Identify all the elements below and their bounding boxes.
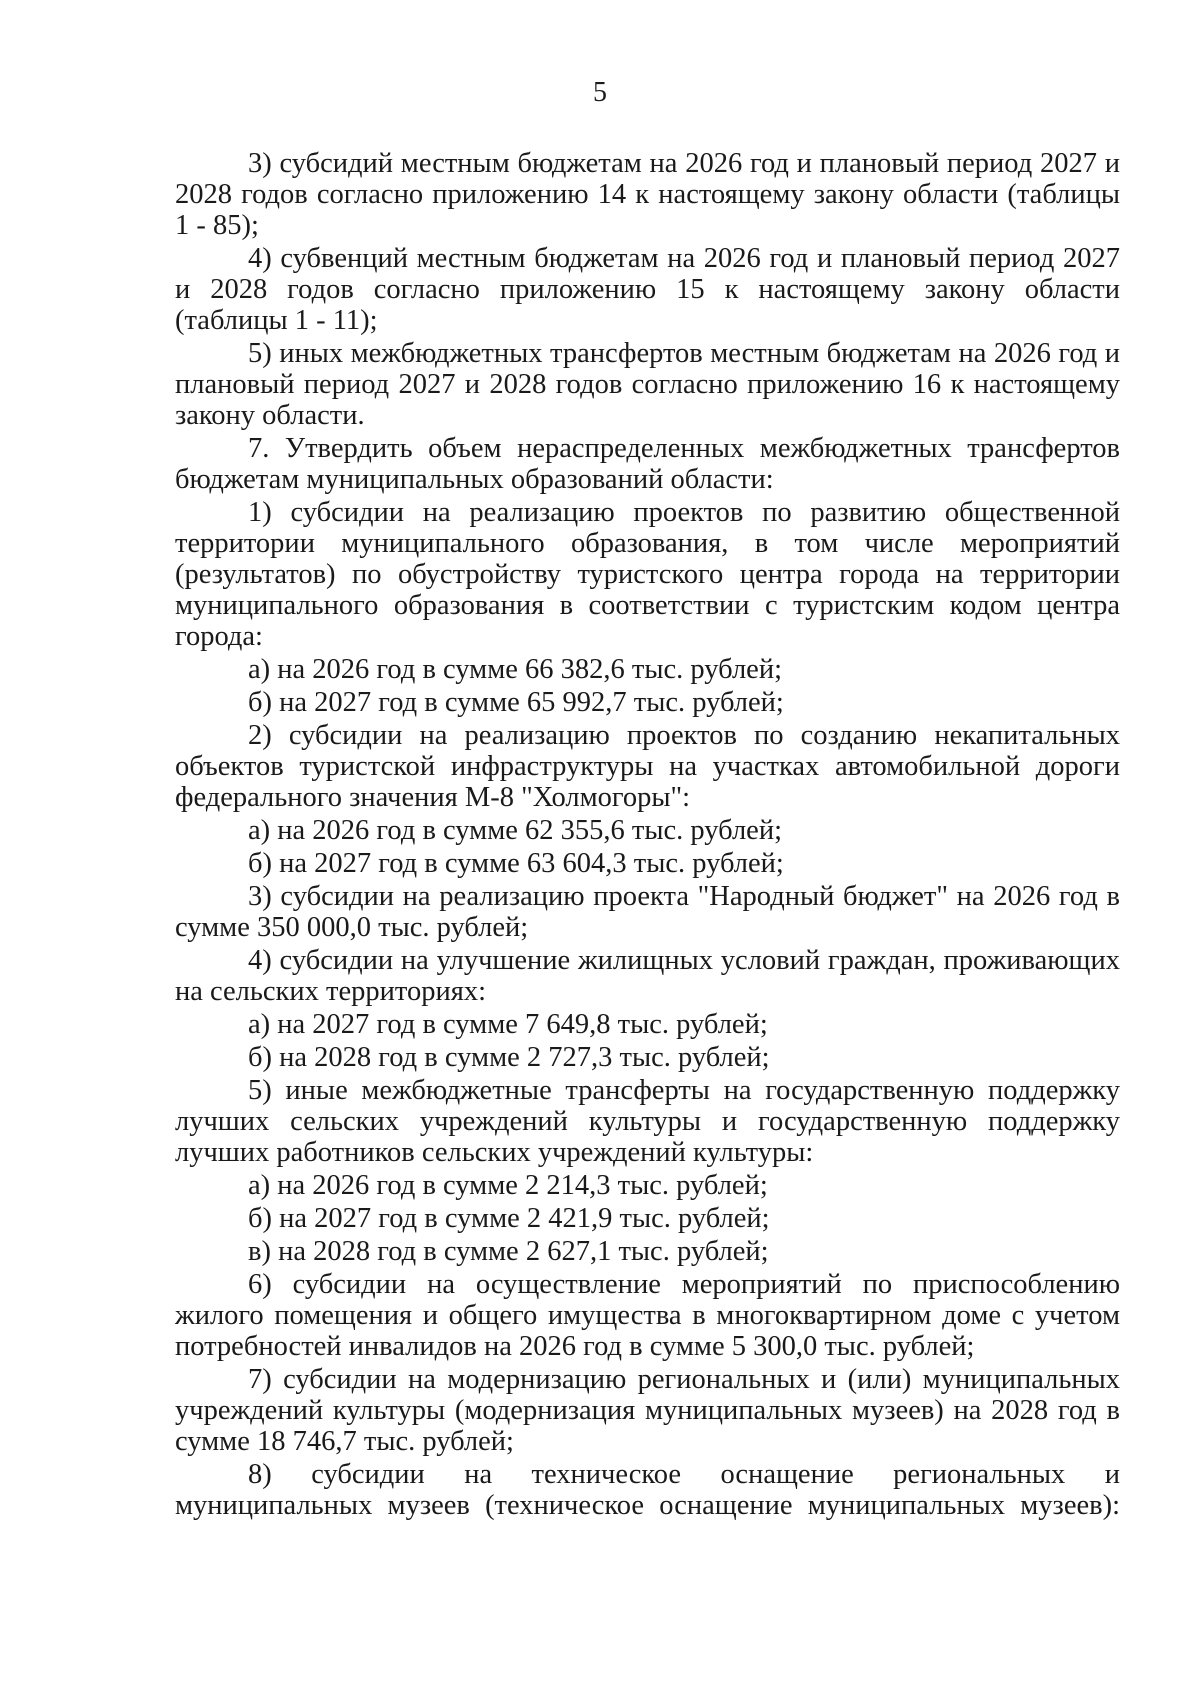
- paragraph-subsidy-museum-equipment: 8) субсидии на техническое оснащение региональных и муниципальных музеев (техническое оснащение муниципальных музеев):: [175, 1459, 1120, 1521]
- list-item-amount: а) на 2026 год в сумме 62 355,6 тыс. рублей;: [248, 815, 782, 846]
- paragraph-subsidy-peoples-budget: 3) субсидии на реализацию проекта "Народный бюджет" на 2026 год в сумме 350 000,0 тыс. рублей;: [175, 881, 1120, 943]
- paragraph-other-transfers-appendix-16: 5) иных межбюджетных трансфертов местным бюджетам на 2026 год и плановый период 2027 и 2028 годов согласно приложению 16 к настоящему закону области.: [175, 338, 1120, 431]
- page-number: 5: [593, 77, 607, 108]
- list-item-amount: а) на 2026 год в сумме 66 382,6 тыс. рублей;: [248, 654, 782, 685]
- list-item-amount: б) на 2028 год в сумме 2 727,3 тыс. рублей;: [248, 1042, 770, 1073]
- paragraph-subsidy-museum-modernization: 7) субсидии на модернизацию региональных и (или) муниципальных учреждений культуры (модернизация муниципальных музеев) на 2028 год в сумме 18 746,7 тыс. рублей;: [175, 1364, 1120, 1457]
- list-item-amount: а) на 2026 год в сумме 2 214,3 тыс. рублей;: [248, 1170, 768, 1201]
- list-item-amount: б) на 2027 год в сумме 65 992,7 тыс. рублей;: [248, 687, 784, 718]
- document-body: [175, 148, 1120, 1521]
- list-item-amount: б) на 2027 год в сумме 63 604,3 тыс. рублей;: [248, 848, 784, 879]
- list-item-amount: а) на 2027 год в сумме 7 649,8 тыс. рублей;: [248, 1009, 768, 1040]
- paragraph-subsidy-disabled-housing: 6) субсидии на осуществление мероприятий по приспособлению жилого помещения и общего имущества в многоквартирном доме с учетом потребностей инвалидов на 2026 год в сумме 5 300,0 тыс. рублей;: [175, 1269, 1120, 1362]
- paragraph-subsidy-public-territory: 1) субсидии на реализацию проектов по развитию общественной территории муниципального образования, в том числе мероприятий (результатов) по обустройству туристского центра города на территории муниципального образования в соответствии с туристским кодом центра города:: [175, 497, 1120, 652]
- list-item-amount: б) на 2027 год в сумме 2 421,9 тыс. рублей;: [248, 1203, 770, 1234]
- paragraph-subsidy-housing-rural: 4) субсидии на улучшение жилищных условий граждан, проживающих на сельских территориях:: [175, 945, 1120, 1007]
- list-item-amount: в) на 2028 год в сумме 2 627,1 тыс. рублей;: [248, 1236, 769, 1267]
- paragraph-item-7-heading: 7. Утвердить объем нераспределенных межбюджетных трансфертов бюджетам муниципальных образований области:: [175, 433, 1120, 495]
- paragraph-transfers-culture-support: 5) иные межбюджетные трансферты на государственную поддержку лучших сельских учреждений культуры и государственную поддержку лучших работников сельских учреждений культуры:: [175, 1075, 1120, 1168]
- paragraph-subsidies-appendix-14: 3) субсидий местным бюджетам на 2026 год и плановый период 2027 и 2028 годов согласно приложению 14 к настоящему закону области (таблицы 1 - 85);: [175, 148, 1120, 241]
- paragraph-subsidy-tourist-infrastructure: 2) субсидии на реализацию проектов по созданию некапитальных объектов туристской инфраструктуры на участках автомобильной дороги федерального значения М-8 "Холмогоры":: [175, 720, 1120, 813]
- paragraph-subventions-appendix-15: 4) субвенций местным бюджетам на 2026 год и плановый период 2027 и 2028 годов согласно приложению 15 к настоящему закону области (таблицы 1 - 11);: [175, 243, 1120, 336]
